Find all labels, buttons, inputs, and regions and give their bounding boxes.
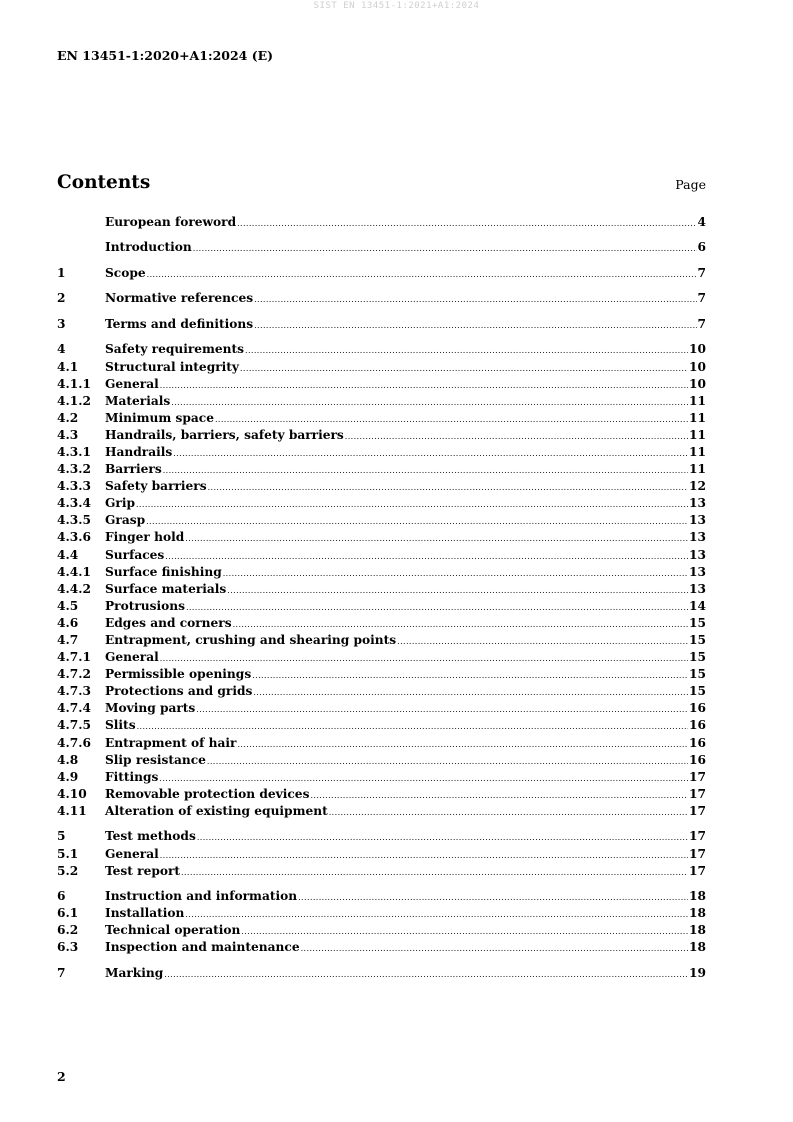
toc-entry-title: Installation — [105, 906, 185, 921]
toc-entry-page: 7 — [697, 291, 706, 306]
toc-entry-title: Protections and grids — [105, 684, 253, 699]
toc-entry-page: 18 — [689, 906, 706, 921]
toc-entry[interactable] — [57, 828, 706, 845]
toc-entry-page: 15 — [689, 615, 706, 630]
page-column-label: Page — [675, 177, 706, 192]
toc-entry[interactable] — [57, 700, 706, 717]
dot-leader — [329, 804, 688, 821]
dot-leader — [254, 291, 696, 308]
toc-entry-title: Finger hold — [105, 530, 185, 545]
toc-entry[interactable] — [57, 581, 706, 598]
table-of-contents — [57, 214, 706, 982]
toc-entry[interactable] — [57, 341, 706, 358]
toc-entry-page: 13 — [689, 564, 706, 579]
toc-entry-page: 18 — [689, 940, 706, 955]
toc-entry-page: 13 — [689, 547, 706, 562]
toc-entry-title: Slip resistance — [105, 752, 206, 767]
toc-entry-page: 16 — [689, 735, 706, 750]
dot-leader — [181, 864, 688, 881]
toc-entry-page: 16 — [689, 752, 706, 767]
toc-entry-number: 4.2 — [57, 410, 79, 425]
document-id: EN 13451-1:2020+A1:2024 (E) — [57, 48, 274, 63]
toc-entry[interactable] — [57, 939, 706, 956]
toc-entry[interactable] — [57, 427, 706, 444]
dot-leader — [185, 906, 688, 923]
toc-entry-number: 3 — [57, 316, 66, 331]
toc-entry-number: 1 — [57, 265, 66, 280]
toc-entry-title: Removable protection devices — [105, 786, 310, 801]
dot-leader — [240, 360, 688, 377]
toc-entry-title: Inspection and maintenance — [105, 940, 300, 955]
toc-entry[interactable] — [57, 735, 706, 752]
toc-entry-title: Safety requirements — [105, 342, 245, 357]
dot-leader — [237, 215, 696, 232]
dot-leader — [252, 667, 688, 684]
toc-entry-page: 10 — [689, 376, 706, 391]
toc-entry[interactable] — [57, 683, 706, 700]
toc-entry[interactable] — [57, 803, 706, 820]
toc-entry-page: 10 — [689, 359, 706, 374]
toc-entry-number: 4.3.2 — [57, 462, 91, 477]
dot-leader — [163, 462, 688, 479]
toc-entry-title: Test methods — [105, 829, 196, 844]
toc-entry-page: 19 — [689, 965, 706, 980]
toc-entry[interactable] — [57, 495, 706, 512]
dot-leader — [397, 633, 688, 650]
dot-leader — [196, 701, 688, 718]
toc-entry-page: 17 — [689, 786, 706, 801]
toc-entry-title: General — [105, 376, 159, 391]
toc-entry-title: Marking — [105, 965, 164, 980]
toc-entry-title: Introduction — [105, 240, 192, 255]
toc-entry-number: 4.4.2 — [57, 581, 91, 596]
toc-entry-title: Scope — [105, 265, 146, 280]
toc-entry-page: 15 — [689, 650, 706, 665]
dot-leader — [171, 394, 688, 411]
toc-entry-title: Permissible openings — [105, 667, 252, 682]
toc-entry-number: 4.4 — [57, 547, 79, 562]
toc-entry-page: 12 — [689, 479, 706, 494]
dot-leader — [254, 317, 696, 334]
dot-leader — [160, 847, 688, 864]
toc-entry-page: 15 — [689, 684, 706, 699]
toc-entry-page: 11 — [689, 427, 706, 442]
toc-entry[interactable] — [57, 717, 706, 734]
toc-entry-number: 4.9 — [57, 769, 79, 784]
toc-entry-number: 6.3 — [57, 940, 79, 955]
dot-leader — [193, 240, 697, 257]
toc-entry-page: 13 — [689, 530, 706, 545]
toc-entry-number: 4.3.6 — [57, 530, 91, 545]
dot-leader — [253, 684, 688, 701]
toc-entry-title: Slits — [105, 718, 136, 733]
toc-entry-page: 17 — [689, 803, 706, 818]
toc-entry[interactable] — [57, 393, 706, 410]
toc-entry-page: 11 — [689, 393, 706, 408]
toc-entry-number: 4.1 — [57, 359, 79, 374]
toc-entry-number: 4.11 — [57, 803, 87, 818]
toc-entry-title: Alteration of existing equipment — [105, 803, 328, 818]
dot-leader — [160, 377, 688, 394]
toc-entry-number: 6.2 — [57, 923, 79, 938]
toc-entry-number: 6 — [57, 889, 66, 904]
toc-entry-page: 18 — [689, 889, 706, 904]
toc-entry-title: Materials — [105, 393, 171, 408]
dot-leader — [298, 889, 688, 906]
toc-entry[interactable] — [57, 769, 706, 786]
toc-entry-title: Surfaces — [105, 547, 165, 562]
page-number: 2 — [57, 1069, 66, 1084]
dot-leader — [185, 530, 688, 547]
toc-entry-page: 11 — [689, 444, 706, 459]
toc-entry-page: 6 — [697, 240, 706, 255]
toc-entry-title: Grasp — [105, 513, 146, 528]
toc-entry-title: General — [105, 846, 159, 861]
toc-entry-title: Entrapment, crushing and shearing points — [105, 633, 397, 648]
toc-entry[interactable] — [57, 922, 706, 939]
toc-entry-page: 13 — [689, 513, 706, 528]
toc-entry-title: European foreword — [105, 215, 237, 229]
toc-entry-page: 16 — [689, 701, 706, 716]
toc-entry-number: 2 — [57, 291, 66, 306]
toc-entry-page: 17 — [689, 829, 706, 844]
toc-entry-page: 17 — [689, 863, 706, 878]
dot-leader — [208, 479, 688, 496]
toc-entry[interactable] — [57, 666, 706, 683]
toc-entry-number: 4 — [57, 342, 66, 357]
toc-entry[interactable] — [57, 965, 706, 982]
toc-entry-page: 13 — [689, 581, 706, 596]
dot-leader — [186, 599, 688, 616]
toc-entry-title: Safety barriers — [105, 479, 207, 494]
toc-entry[interactable] — [57, 752, 706, 769]
toc-entry-page: 15 — [689, 667, 706, 682]
toc-entry-page: 7 — [697, 316, 706, 331]
toc-entry-title: Technical operation — [105, 923, 241, 938]
toc-entry-number: 4.7.3 — [57, 684, 91, 699]
toc-entry-number: 4.7.5 — [57, 718, 91, 733]
toc-entry[interactable] — [57, 564, 706, 581]
toc-entry[interactable] — [57, 512, 706, 529]
dot-leader — [215, 411, 688, 428]
toc-entry-title: Fittings — [105, 769, 159, 784]
dot-leader — [159, 770, 688, 787]
toc-entry-page: 18 — [689, 923, 706, 938]
dot-leader — [146, 513, 688, 530]
dot-leader — [227, 582, 688, 599]
dot-leader — [301, 940, 688, 957]
dot-leader — [245, 342, 688, 359]
toc-entry-title: Surface finishing — [105, 564, 222, 579]
dot-leader — [147, 266, 697, 283]
toc-entry-number: 7 — [57, 965, 66, 980]
toc-entry-title: Test report — [105, 863, 181, 878]
dot-leader — [241, 923, 688, 940]
toc-entry[interactable] — [57, 598, 706, 615]
toc-entry-page: 13 — [689, 496, 706, 511]
toc-entry-number: 4.7.1 — [57, 650, 91, 665]
toc-entry-page: 10 — [689, 342, 706, 357]
toc-entry-number: 4.8 — [57, 752, 79, 767]
toc-entry-title: Normative references — [105, 291, 254, 306]
toc-entry-title: Barriers — [105, 462, 162, 477]
toc-entry-number: 4.6 — [57, 615, 79, 630]
toc-entry-title: Entrapment of hair — [105, 735, 237, 750]
toc-entry[interactable] — [57, 290, 706, 307]
toc-entry-page: 14 — [689, 598, 706, 613]
toc-entry[interactable] — [57, 615, 706, 632]
toc-entry-number: 5.1 — [57, 846, 79, 861]
toc-entry-number: 4.1.2 — [57, 393, 91, 408]
dot-leader — [207, 753, 688, 770]
toc-entry-title: Handrails, barriers, safety barriers — [105, 427, 344, 442]
watermark: SIST EN 13451-1:2021+A1:2024 — [313, 1, 480, 11]
dot-leader — [136, 496, 688, 513]
toc-entry-number: 4.3.1 — [57, 444, 91, 459]
dot-leader — [165, 548, 688, 565]
toc-entry[interactable] — [57, 444, 706, 461]
toc-entry[interactable] — [57, 632, 706, 649]
dot-leader — [233, 616, 688, 633]
toc-entry-number: 5.2 — [57, 863, 79, 878]
toc-entry-title: Structural integrity — [105, 359, 239, 374]
toc-entry[interactable] — [57, 239, 706, 256]
dot-leader — [310, 787, 688, 804]
toc-entry[interactable] — [57, 888, 706, 905]
toc-entry-page: 16 — [689, 718, 706, 733]
toc-entry-number: 5 — [57, 829, 66, 844]
toc-entry-number: 4.4.1 — [57, 564, 91, 579]
toc-entry-page: 7 — [697, 265, 706, 280]
toc-entry-number: 4.7.2 — [57, 667, 91, 682]
toc-entry-page: 11 — [689, 410, 706, 425]
toc-entry-title: Protrusions — [105, 598, 185, 613]
toc-entry-title: Edges and corners — [105, 615, 232, 630]
dot-leader — [237, 736, 688, 753]
toc-entry-number: 4.3 — [57, 427, 79, 442]
dot-leader — [173, 445, 688, 462]
toc-entry-page: 17 — [689, 846, 706, 861]
toc-entry[interactable] — [57, 265, 706, 282]
dot-leader — [137, 718, 688, 735]
toc-entry-number: 4.1.1 — [57, 376, 91, 391]
toc-entry[interactable] — [57, 863, 706, 880]
dot-leader — [160, 650, 688, 667]
toc-entry[interactable] — [57, 478, 706, 495]
toc-entry-title: Grip — [105, 496, 135, 511]
toc-entry[interactable] — [57, 376, 706, 393]
dot-leader — [197, 829, 688, 846]
toc-entry-number: 4.7.4 — [57, 701, 91, 716]
toc-entry[interactable] — [57, 905, 706, 922]
toc-entry-number: 4.10 — [57, 786, 87, 801]
toc-entry[interactable] — [57, 649, 706, 666]
toc-entry-number: 4.5 — [57, 598, 79, 613]
dot-leader — [223, 565, 688, 582]
toc-entry-number: 6.1 — [57, 906, 79, 921]
toc-entry-page: 4 — [697, 215, 706, 229]
toc-entry-number: 4.3.4 — [57, 496, 91, 511]
toc-entry-title: General — [105, 650, 159, 665]
dot-leader — [164, 966, 688, 983]
toc-entry[interactable] — [57, 529, 706, 546]
toc-entry-title: Instruction and information — [105, 889, 298, 904]
toc-entry-title: Surface materials — [105, 581, 227, 596]
contents-title: Contents — [57, 172, 151, 193]
toc-entry-page: 11 — [689, 462, 706, 477]
toc-entry-title: Terms and definitions — [105, 316, 254, 331]
toc-entry-page: 17 — [689, 769, 706, 784]
toc-entry[interactable] — [57, 214, 706, 231]
toc-entry[interactable] — [57, 410, 706, 427]
dot-leader — [345, 428, 688, 445]
toc-entry-title: Moving parts — [105, 701, 196, 716]
toc-entry-page: 15 — [689, 633, 706, 648]
toc-entry[interactable] — [57, 846, 706, 863]
toc-entry-number: 4.7 — [57, 633, 79, 648]
toc-entry[interactable] — [57, 316, 706, 333]
toc-entry[interactable] — [57, 359, 706, 376]
toc-entry-title: Minimum space — [105, 410, 214, 425]
toc-entry-title: Handrails — [105, 444, 173, 459]
toc-entry[interactable] — [57, 461, 706, 478]
toc-entry-number: 4.7.6 — [57, 735, 91, 750]
toc-entry[interactable] — [57, 547, 706, 564]
toc-entry[interactable] — [57, 786, 706, 803]
toc-entry-number: 4.3.3 — [57, 479, 91, 494]
toc-entry-number: 4.3.5 — [57, 513, 91, 528]
